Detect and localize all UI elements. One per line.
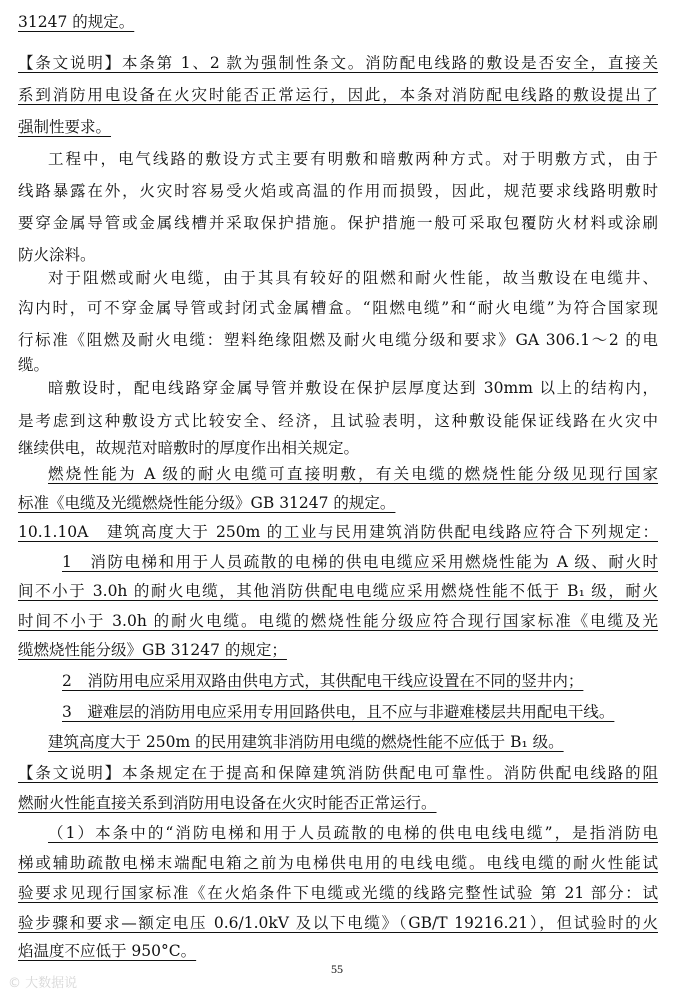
text-line: 防火涂料。 [18, 246, 96, 264]
text-line: 1 消防电梯和用于人员疏散的电梯的供电电缆应采用燃烧性能为 A 级、耐火时 [62, 553, 658, 571]
watermark-text: 大数据说 [25, 976, 78, 991]
text-line: 沟内时，可不穿金属导管或封闭式金属槽盒。“阻燃电缆”和“耐火电缆”为符合国家现 [18, 299, 658, 317]
text-line: 【条文说明】本条第 1、2 款为强制性条文。消防配电线路的敷设是否安全，直接关 [18, 54, 658, 72]
text-line: 缆。 [18, 356, 50, 374]
text-line: 是考虑到这种敷设方式比较安全、经济，且试验表明，这种敷设能保证线路在火灾中 [18, 412, 658, 430]
watermark [8, 972, 77, 991]
text-line: 继续供电，故规范对暗敷时的厚度作出相关规定。 [18, 439, 360, 457]
text-line: 验步骤和要求—额定电压 0.6/1.0kV 及以下电缆》（GB/T 19216.21），但试验时的火 [18, 914, 658, 932]
text-line: 强制性要求。 [18, 118, 112, 136]
text-line: 缆燃烧性能分级》GB 31247 的规定； [18, 641, 287, 659]
text-line: 验要求见现行国家标准《在火焰条件下电缆或光缆的线路完整性试验 第 21 部分：试 [18, 884, 658, 902]
text-line: 系到消防用电设备在火灾时能否正常运行，因此，本条对消防配电线路的敷设提出了 [18, 86, 658, 104]
text-line: 要穿金属导管或金属线槽并采取保护措施。保护措施一般可采取包覆防火材料或涂刷 [18, 214, 658, 232]
text-line: 线路暴露在外，火灾时容易受火焰或高温的作用而损毁，因此，规范要求线路明敷时 [18, 182, 658, 200]
text-line: 【条文说明】本条规定在于提高和保障建筑消防供配电可靠性。消防供配电线路的阻 [18, 764, 658, 782]
text-line: 时间不小于 3.0h 的耐火电缆。电缆的燃烧性能分级应符合现行国家标准《电缆及光 [18, 612, 658, 630]
text-line: 行标准《阻燃及耐火电缆：塑料绝缘阻燃及耐火电缆分级和要求》GA 306.1～2 的电 [18, 331, 658, 349]
text-line: 燃耐火性能直接关系到消防用电设备在火灾时能否正常运行。 [18, 794, 437, 812]
watermark-icon: © [8, 976, 21, 991]
text-line: 10.1.10A 建筑高度大于 250m 的工业与民用建筑消防供配电线路应符合下列规定： [18, 523, 658, 541]
text-line: （1）本条中的“消防电梯和用于人员疏散的电梯的供电电线电缆”，是指消防电 [48, 824, 658, 842]
text-line: 工程中，电气线路的敷设方式主要有明敷和暗敷两种方式。对于明敷方式，由于 [48, 150, 658, 168]
text-line: 3 避难层的消防用电应采用专用回路供电，且不应与非避难楼层共用配电干线。 [62, 703, 615, 721]
text-line: 建筑高度大于 250m 的民用建筑非消防用电缆的燃烧性能不应低于 B₁ 级。 [48, 733, 564, 751]
text-line: 焰温度不应低于 950°C。 [18, 942, 197, 960]
text-line: 标准《电缆及光缆燃烧性能分级》GB 31247 的规定。 [18, 494, 396, 512]
text-line: 31247 的规定。 [18, 13, 135, 31]
text-line: 间不小于 3.0h 的耐火电缆，其他消防供配电电缆应采用燃烧性能不低于 B₁ 级，耐火 [18, 582, 658, 600]
text-line: 对于阻燃或耐火电缆，由于其具有较好的阻燃和耐火性能，故当敷设在电缆井、 [48, 269, 658, 287]
text-line: 梯或辅助疏散电梯末端配电箱之前为电梯供电用的电线电缆。电线电缆的耐火性能试 [18, 854, 658, 872]
text-line: 暗敷设时，配电线路穿金属导管并敷设在保护层厚度达到 30mm 以上的结构内， [48, 379, 658, 397]
text-line: 燃烧性能为 A 级的耐火电缆可直接明敷，有关电缆的燃烧性能分级见现行国家 [48, 465, 658, 483]
text-line: 2 消防用电应采用双路由供电方式，其供配电干线应设置在不同的竖井内； [62, 672, 584, 690]
page-number: 55 [331, 962, 343, 976]
